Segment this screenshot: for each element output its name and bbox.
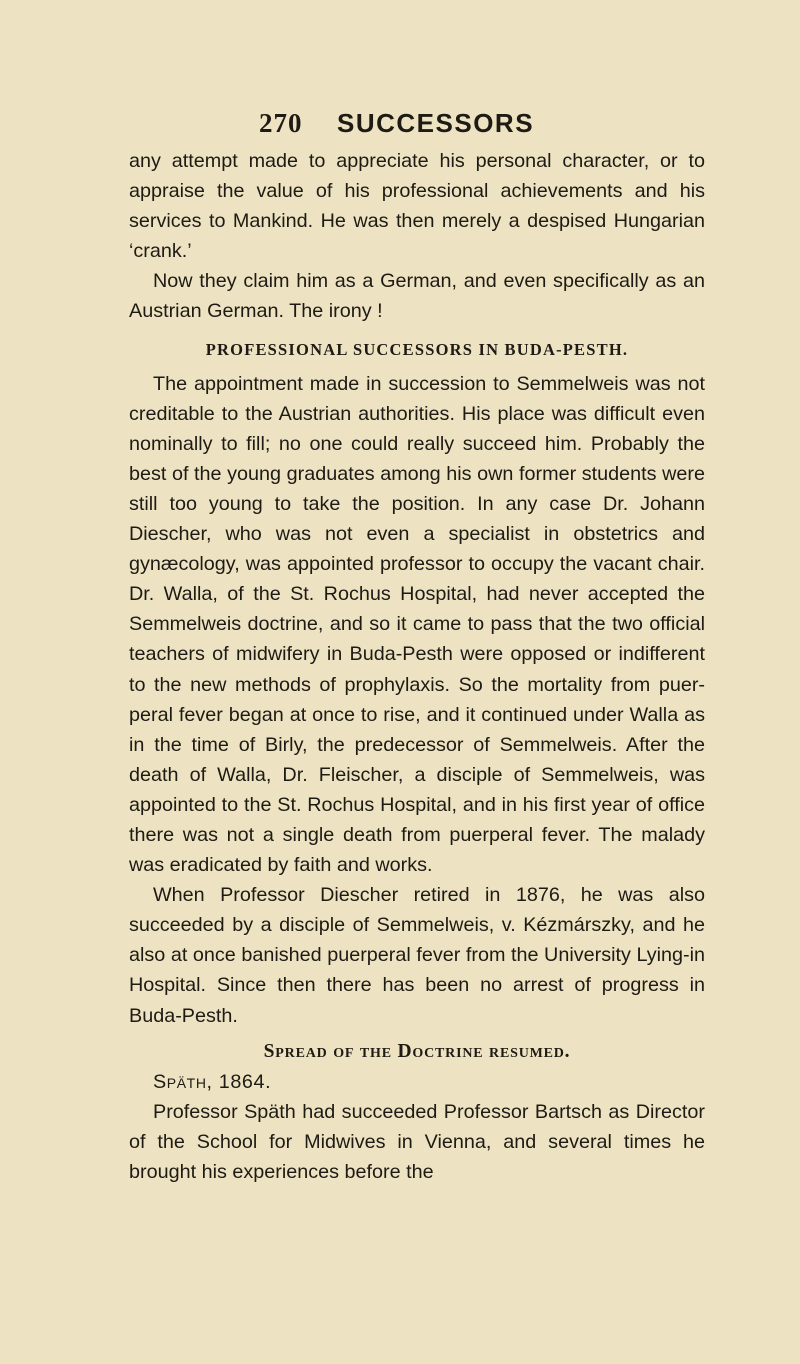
section-heading-spread-of-doctrine: Spread of the Doctrine resumed. (263, 1040, 571, 1062)
subheading-spath: Späth, 1864. (153, 1070, 272, 1093)
paragraph-spath: Professor Späth had succeeded Professor Bartsch as Director of the School for Midwives in Vienna, and several times he brought his experiences before the (129, 1100, 705, 1183)
page-header (0, 108, 800, 144)
paragraph-continuation: any attempt made to appreciate his personal character, or to appraise the value of his professional achievements and his services to Mankind. He was then merely a despised Hungarian ‘crank.’ (129, 150, 705, 263)
body-text (129, 146, 705, 1187)
page-number: 270 (259, 108, 303, 138)
paragraph-appointment: The appointment made in succession to Semmelweis was not creditable to the Austrian authorities. His place was difficult even nominally to fill; no one could really succeed him. Probably the best of the young graduates among his own former students were still too young to take the position. In any case Dr. Johann Diescher, who was not even a specialist in obstetrics and gynæcology, was appointed professor to occupy the vacant chair. Dr. Walla, of the St. Rochus Hospital, had never accepted the Semmelweis doctrine, and so it came to pass that the two official teachers of midwifery in Buda-Pesth were opposed or indifferent to the new methods of prophylaxis. So the mortality from puer-peral fever began at once to rise, and it continued under Walla as in the time of Birly, the predecessor of Semmelweis. After the death of Walla, Dr. Fleischer, a disciple of Semmelweis, was appointed to the St. Rochus Hospital, and in his first year of office there was not a single death from puerperal fever. The malady was eradicated by faith and works. (129, 372, 705, 877)
section-heading-professional-successors: PROFESSIONAL SUCCESSORS IN BUDA-PESTH. (205, 339, 629, 359)
running-title: SUCCESSORS (337, 108, 535, 138)
paragraph-irony: Now they claim him as a German, and even specifically as an Austrian German. The irony ! (129, 270, 705, 323)
paragraph-diescher-retired: When Professor Diescher retired in 1876, he was also succeeded by a disciple of Semmelweis, v. Kézmárszky, and he also at once banished puerperal fever from the University Lying-in Hospital. Since then there has been no arrest of progress in Buda-Pesth. (129, 884, 705, 1027)
